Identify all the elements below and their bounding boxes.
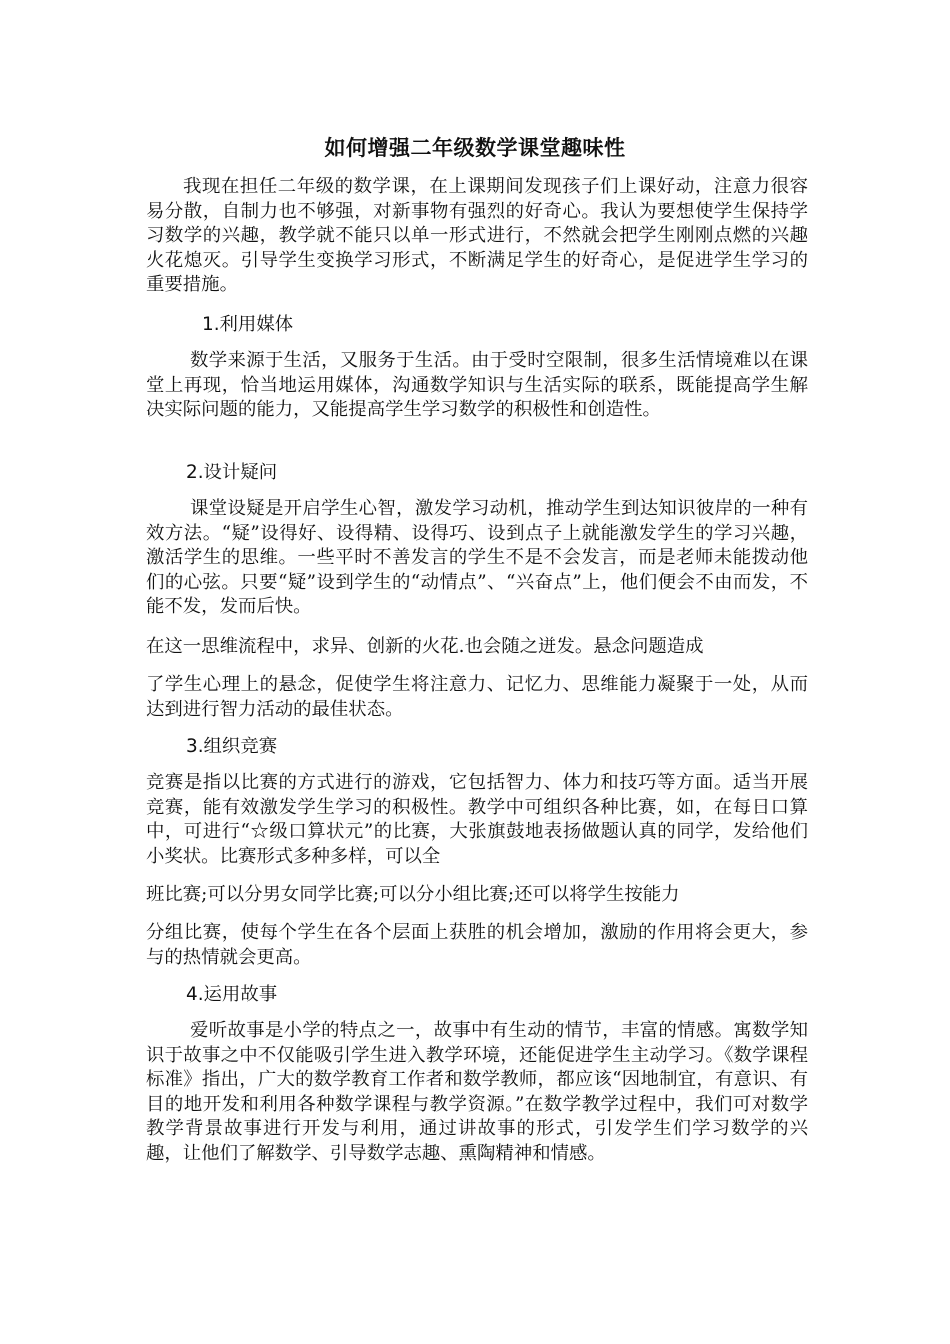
section-heading-media: 1.利用媒体 [202,314,294,335]
section-heading-questions: 2.设计疑问 [186,462,278,483]
section-competition-paragraph-end: 分组比赛，使每个学生在各个层面上获胜的机会增加，激励的作用将会更大，参与的热情就会更高。 [146,922,808,968]
section-media-paragraph: 数学来源于生活，又服务于生活。由于受时空限制，很多生活情境难以在课堂上再现，恰当地运用媒体，沟通数学知识与生活实际的联系，既能提高学生解决实际问题的能力，又能提高学生学习数学的积极性和创造性。 [146,350,808,420]
section-stories-paragraph: 爱听故事是小学的特点之一，故事中有生动的情节，丰富的情感。寓数学知识于故事之中不仅能吸引学生进入教学环境，还能促进学生主动学习。《数学课程标准》指出，广大的数学教育工作者和数学教师，都应该“因地制宜，有意识、有目的地开发和利用各种数学课程与教学资源。”在数学教学过程中，我们可对数学教学背景故事进行开发与利用，通过讲故事的形式，引发学生们学习数学的兴趣，让他们了解数学、引导数学志趣、熏陶精神和情感。 [146,1020,808,1164]
section-questions-paragraph-continued: 在这一思维流程中，求异、创新的火花.也会随之迸发。悬念问题造成 [146,636,704,657]
section-questions-paragraph-end: 了学生心理上的悬念，促使学生将注意力、记忆力、思维能力凝聚于一处，从而达到进行智力活动的最佳状态。 [146,674,808,720]
section-competition-paragraph: 竞赛是指以比赛的方式进行的游戏，它包括智力、体力和技巧等方面。适当开展竞赛，能有效激发学生学习的积极性。教学中可组织各种比赛，如，在每日口算中，可进行“☆级口算状元”的比赛，大张旗鼓地表扬做题认真的同学，发给他们小奖状。比赛形式多种多样，可以全 [146,772,808,867]
section-questions-paragraph: 课堂设疑是开启学生心智，激发学习动机，推动学生到达知识彼岸的一种有效方法。“疑”设得好、设得精、设得巧、设到点子上就能激发学生的学习兴趣，激活学生的思维。一些平时不善发言的学生不是不会发言，而是老师未能拨动他们的心弦。只要“疑”设到学生的“动情点”、“兴奋点”上，他们便会不由而发，不能不发，发而后快。 [146,498,808,617]
section-heading-stories: 4.运用故事 [186,984,278,1005]
intro-paragraph: 我现在担任二年级的数学课，在上课期间发现孩子们上课好动，注意力很容易分散，自制力也不够强，对新事物有强烈的好奇心。我认为要想使学生保持学习数学的兴趣，教学就不能只以单一形式进行，不然就会把学生刚刚点燃的兴趣火花熄灭。引导学生变换学习形式，不断满足学生的好奇心，是促进学生学习的重要措施。 [146,176,808,295]
section-heading-competition: 3.组织竞赛 [186,736,278,757]
document-title: 如何增强二年级数学课堂趣味性 [324,136,626,160]
section-competition-paragraph-continued: 班比赛;可以分男女同学比赛;可以分小组比赛;还可以将学生按能力 [146,884,680,905]
